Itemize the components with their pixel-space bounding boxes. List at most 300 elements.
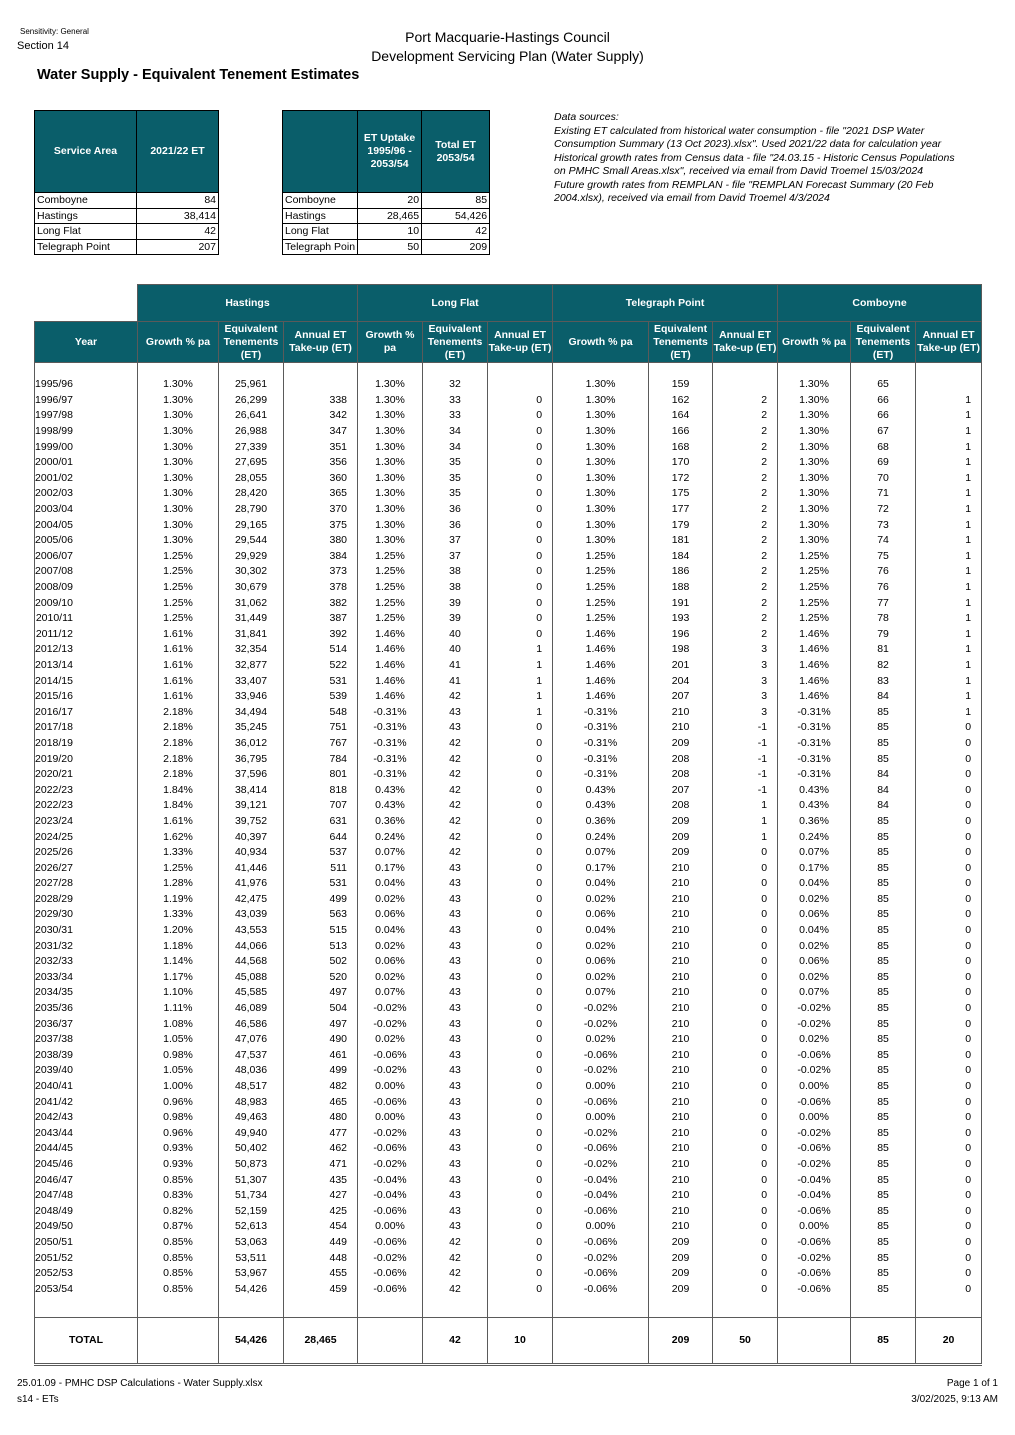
table-cell: 45,585 [219, 985, 284, 1001]
table-cell: 181 [649, 533, 713, 549]
table-cell: 1997/98 [35, 408, 138, 424]
table-row [35, 455, 982, 471]
table-cell: 375 [284, 517, 358, 533]
table-cell: 85 [851, 704, 916, 720]
table-cell: 1.30% [778, 502, 851, 518]
table-cell: 0.24% [778, 829, 851, 845]
table-cell: 1.30% [553, 486, 649, 502]
table-cell: 67 [851, 424, 916, 440]
page-title: Water Supply - Equivalent Tenement Estimates [37, 67, 360, 83]
table-cell: 2008/09 [35, 580, 138, 596]
table-cell: 85 [851, 1157, 916, 1173]
table-cell: 1.30% [138, 393, 219, 409]
table-cell: 1.30% [138, 486, 219, 502]
table-cell: 342 [284, 408, 358, 424]
table-cell: 186 [649, 564, 713, 580]
table-cell: 1.25% [138, 564, 219, 580]
table-cell: 0 [488, 798, 553, 814]
table-cell: 0 [713, 876, 778, 892]
table-cell: 1.30% [358, 393, 423, 409]
table-row [35, 704, 982, 720]
table-cell: 370 [284, 502, 358, 518]
table-row [35, 1188, 982, 1204]
table-cell: 1.14% [138, 954, 219, 970]
table-cell: 0.02% [358, 1032, 423, 1048]
table-cell: 0 [488, 1250, 553, 1266]
table-cell: 42 [423, 736, 488, 752]
col-header-takeup: Annual ET Take-up (ET) [713, 322, 778, 363]
table-cell: 767 [284, 736, 358, 752]
table-row [35, 1250, 982, 1266]
table-cell: 1.25% [553, 611, 649, 627]
table-cell: -0.02% [358, 1016, 423, 1032]
table-cell: 76 [851, 580, 916, 596]
table-cell: 35 [423, 486, 488, 502]
table-cell: 179 [649, 517, 713, 533]
table-row [35, 954, 982, 970]
table-row [35, 1266, 982, 1282]
table-cell: 0 [488, 860, 553, 876]
table-cell: 0 [916, 814, 982, 830]
table-cell: 0.98% [138, 1048, 219, 1064]
table-cell [916, 377, 982, 393]
table-cell: -0.04% [358, 1172, 423, 1188]
table-cell: 42 [422, 224, 490, 240]
table-cell: 384 [284, 549, 358, 565]
table-cell: 471 [284, 1157, 358, 1173]
table-cell: 1996/97 [35, 393, 138, 409]
table-cell: 42 [423, 751, 488, 767]
table-cell: 1 [488, 689, 553, 705]
table-cell: 43 [423, 1048, 488, 1064]
table-cell: -0.06% [778, 1141, 851, 1157]
table-cell: -0.06% [358, 1141, 423, 1157]
table-cell: 0.17% [358, 860, 423, 876]
table-cell: 41,976 [219, 876, 284, 892]
table-cell: 43 [423, 970, 488, 986]
table-cell: 210 [649, 1079, 713, 1095]
table-cell: 1.30% [138, 439, 219, 455]
table-cell: 0 [916, 907, 982, 923]
table-cell: 209 [649, 1318, 713, 1365]
table-cell: 1.30% [138, 377, 219, 393]
table-cell: -0.31% [358, 704, 423, 720]
table-cell: 462 [284, 1141, 358, 1157]
table-cell [851, 363, 916, 378]
table-cell: 2028/29 [35, 892, 138, 908]
table-cell: 2040/41 [35, 1079, 138, 1095]
table-cell: 0.02% [778, 892, 851, 908]
table-cell: 43 [423, 1016, 488, 1032]
table-cell: 0 [916, 720, 982, 736]
table-cell: 0.24% [358, 829, 423, 845]
table-cell: 0 [916, 1016, 982, 1032]
table-cell: 72 [851, 502, 916, 518]
table-cell: 0 [488, 751, 553, 767]
table-cell: 0 [916, 782, 982, 798]
table-cell: 204 [649, 673, 713, 689]
table-cell: 0 [916, 798, 982, 814]
table-cell [35, 1297, 138, 1318]
table-cell: 85 [851, 1001, 916, 1017]
table-cell: 380 [284, 533, 358, 549]
table-cell: -0.31% [358, 736, 423, 752]
table-cell: -0.02% [553, 1016, 649, 1032]
table-cell: -0.31% [778, 720, 851, 736]
table-cell: 51,307 [219, 1172, 284, 1188]
table-cell: 85 [851, 1318, 916, 1365]
table-cell: 0 [916, 736, 982, 752]
table-cell: 1.30% [358, 377, 423, 393]
table-cell: 1 [916, 517, 982, 533]
table-cell: 2026/27 [35, 860, 138, 876]
table-cell: 0 [488, 1141, 553, 1157]
table-cell: 0.06% [553, 954, 649, 970]
table-cell: 1 [916, 439, 982, 455]
table-cell: 0 [916, 938, 982, 954]
table-cell [284, 363, 358, 378]
table-cell: 0 [488, 517, 553, 533]
table-row [35, 439, 982, 455]
table-cell: 2.18% [138, 751, 219, 767]
table-cell: 513 [284, 938, 358, 954]
table-cell: 43 [423, 720, 488, 736]
table-cell: 210 [649, 923, 713, 939]
table-cell: 54,426 [219, 1318, 284, 1365]
table-cell: 209 [649, 1250, 713, 1266]
table-cell [488, 1297, 553, 1318]
table-cell: 0 [488, 1203, 553, 1219]
table-cell: 1.46% [358, 673, 423, 689]
table-cell: Telegraph Point [35, 239, 137, 255]
table-cell: -0.31% [778, 751, 851, 767]
table-cell: 191 [649, 595, 713, 611]
table-cell: 47,076 [219, 1032, 284, 1048]
table-cell: 1.30% [553, 377, 649, 393]
table-cell: Hastings [283, 208, 358, 224]
table-cell: 0 [488, 845, 553, 861]
table-row [35, 1079, 982, 1095]
table-row [35, 1235, 982, 1251]
table-cell: 1.25% [553, 595, 649, 611]
table-cell: -0.02% [553, 1063, 649, 1079]
table-cell: 85 [851, 1250, 916, 1266]
table-cell: 43 [423, 1063, 488, 1079]
table-cell: 0 [488, 1001, 553, 1017]
table-cell: 1.30% [778, 517, 851, 533]
table-cell: 0.02% [553, 892, 649, 908]
table-cell: 1.61% [138, 642, 219, 658]
table-cell: 85 [851, 1266, 916, 1282]
table-cell: 1.00% [138, 1079, 219, 1095]
table-cell: 41,446 [219, 860, 284, 876]
table-cell: 43 [423, 954, 488, 970]
table-cell: 177 [649, 502, 713, 518]
table-cell: 0.04% [358, 923, 423, 939]
table-cell: 48,036 [219, 1063, 284, 1079]
table-cell: 78 [851, 611, 916, 627]
table-cell: 0.17% [778, 860, 851, 876]
table-cell: -0.02% [553, 1001, 649, 1017]
table-cell [138, 1297, 219, 1318]
table-cell: 1 [488, 658, 553, 674]
table-cell: 10 [488, 1318, 553, 1365]
table-cell: 210 [649, 876, 713, 892]
table-cell: 0 [916, 970, 982, 986]
table-cell: 449 [284, 1235, 358, 1251]
table-cell: -0.06% [358, 1281, 423, 1297]
table-cell: 0.00% [358, 1079, 423, 1095]
table-cell: 0 [713, 1250, 778, 1266]
col-header-et: Equivalent Tenements (ET) [423, 322, 488, 363]
table-cell: 0 [713, 1016, 778, 1032]
table-cell: -0.31% [553, 704, 649, 720]
table-cell: 0.00% [553, 1079, 649, 1095]
table-cell [488, 363, 553, 378]
table-cell: 0 [713, 845, 778, 861]
table-cell: 32,354 [219, 642, 284, 658]
col-header-takeup: Annual ET Take-up (ET) [284, 322, 358, 363]
table-cell: 1.25% [358, 549, 423, 565]
table-cell: 3 [713, 689, 778, 705]
table-cell: -0.02% [358, 1126, 423, 1142]
table-cell: 159 [649, 377, 713, 393]
table-cell: 1 [713, 829, 778, 845]
table-cell: -0.02% [358, 1250, 423, 1266]
table-row [35, 611, 982, 627]
table-cell: 210 [649, 1126, 713, 1142]
table-cell: 0 [488, 627, 553, 643]
table-cell: 0 [916, 1094, 982, 1110]
table-cell: 2012/13 [35, 642, 138, 658]
table-cell: 33,407 [219, 673, 284, 689]
col-header-et: Equivalent Tenements (ET) [649, 322, 713, 363]
table-cell: 0 [916, 1141, 982, 1157]
table-cell [358, 1297, 423, 1318]
table-cell: 0.07% [778, 985, 851, 1001]
table-cell: 0 [488, 954, 553, 970]
data-sources-line: Data sources: [554, 111, 619, 123]
table-cell: 2037/38 [35, 1032, 138, 1048]
table-cell: 0 [488, 907, 553, 923]
table-cell: 2046/47 [35, 1172, 138, 1188]
table-cell: 1.46% [358, 642, 423, 658]
table-cell: 563 [284, 907, 358, 923]
table-cell: 210 [649, 1172, 713, 1188]
table-cell: 0 [488, 876, 553, 892]
table-cell: 2 [713, 564, 778, 580]
table-cell: 50 [713, 1318, 778, 1365]
table-cell: Hastings [35, 208, 137, 224]
table-cell: 1.25% [553, 580, 649, 596]
table-cell: 85 [851, 1219, 916, 1235]
table-cell: 193 [649, 611, 713, 627]
table-cell: 0 [488, 1110, 553, 1126]
table-cell: 43,039 [219, 907, 284, 923]
table-cell: 0 [713, 1203, 778, 1219]
table-cell: 1 [916, 627, 982, 643]
table-cell [358, 1318, 423, 1365]
table-cell: 378 [284, 580, 358, 596]
table-cell: 425 [284, 1203, 358, 1219]
table-cell: 1.25% [553, 549, 649, 565]
table-cell: 1.33% [138, 845, 219, 861]
table-cell: 42 [423, 814, 488, 830]
table-cell: 27,695 [219, 455, 284, 471]
table-cell: 209 [649, 1266, 713, 1282]
table-cell: -0.31% [778, 767, 851, 783]
table-cell: 0 [916, 1203, 982, 1219]
table-row [35, 1157, 982, 1173]
summary-table-et-uptake [282, 110, 490, 255]
table-cell: 31,841 [219, 627, 284, 643]
table-cell: 0 [916, 829, 982, 845]
table-cell: 1 [713, 798, 778, 814]
table-row [35, 1172, 982, 1188]
table-cell [778, 363, 851, 378]
table-cell: 2 [713, 408, 778, 424]
table-cell: -0.06% [553, 1266, 649, 1282]
table-cell: 1.30% [778, 393, 851, 409]
table-cell: 0.85% [138, 1250, 219, 1266]
table-cell [488, 377, 553, 393]
table-cell: 33,946 [219, 689, 284, 705]
table-cell: 43 [423, 1141, 488, 1157]
table-cell: 35 [423, 471, 488, 487]
table-cell: 1.30% [138, 502, 219, 518]
table-cell: 0.07% [778, 845, 851, 861]
table-cell: 28,055 [219, 471, 284, 487]
table-cell: 2 [713, 533, 778, 549]
table-cell: 42 [423, 1250, 488, 1266]
table-row [35, 658, 982, 674]
table-cell: 85 [851, 1110, 916, 1126]
table-cell: 2035/36 [35, 1001, 138, 1017]
table-cell: 537 [284, 845, 358, 861]
table-cell: 85 [851, 876, 916, 892]
spacer-row [35, 363, 982, 378]
table-cell: 2048/49 [35, 1203, 138, 1219]
table-cell: 54,426 [219, 1281, 284, 1297]
table-cell: 77 [851, 595, 916, 611]
table-row [35, 751, 982, 767]
table-cell: 0 [916, 1126, 982, 1142]
table-cell: 392 [284, 627, 358, 643]
table-cell: 42 [423, 1318, 488, 1365]
table-cell: 0.07% [358, 845, 423, 861]
table-cell: 1.30% [358, 502, 423, 518]
table-cell: 1.30% [358, 471, 423, 487]
table-cell: 1.30% [553, 455, 649, 471]
table-cell: 448 [284, 1250, 358, 1266]
table-cell: -0.06% [778, 1266, 851, 1282]
table-cell: 2027/28 [35, 876, 138, 892]
table-cell: 1.61% [138, 689, 219, 705]
table-cell: 1 [916, 455, 982, 471]
table-cell: 1 [488, 642, 553, 658]
table-cell [35, 363, 138, 378]
summary-row [35, 208, 219, 224]
table-cell: 2.18% [138, 767, 219, 783]
col-header-year: Year [35, 322, 138, 363]
table-cell: 0.00% [553, 1219, 649, 1235]
table-cell: 210 [649, 938, 713, 954]
table-cell: 0.04% [358, 876, 423, 892]
table-row [35, 907, 982, 923]
table-cell: 365 [284, 486, 358, 502]
table-cell: 209 [649, 845, 713, 861]
table-row [35, 1281, 982, 1297]
table-cell: 2045/46 [35, 1157, 138, 1173]
table-cell: -0.02% [358, 1157, 423, 1173]
footer-sheet-name: s14 - ETs [17, 1394, 59, 1405]
table-cell: 42 [423, 1235, 488, 1251]
table-cell: 504 [284, 1001, 358, 1017]
table-cell: 0 [488, 439, 553, 455]
table-cell: 522 [284, 658, 358, 674]
table-cell: 0 [488, 985, 553, 1001]
col-header-growth: Growth % pa [358, 322, 423, 363]
table-cell: 1.46% [778, 627, 851, 643]
table-cell: 2 [713, 549, 778, 565]
section-label: Section 14 [17, 40, 69, 52]
table-cell: 85 [851, 1094, 916, 1110]
table-cell: 427 [284, 1188, 358, 1204]
table-cell: 2051/52 [35, 1250, 138, 1266]
table-cell: 168 [649, 439, 713, 455]
table-cell: 36 [423, 517, 488, 533]
table-cell: 2025/26 [35, 845, 138, 861]
table-cell [358, 363, 423, 378]
table-cell: 66 [851, 393, 916, 409]
table-cell: 2 [713, 595, 778, 611]
table-cell: 2016/17 [35, 704, 138, 720]
table-cell: 0 [713, 1172, 778, 1188]
table-cell: 0 [488, 720, 553, 736]
table-cell: 46,586 [219, 1016, 284, 1032]
table-row [35, 564, 982, 580]
table-cell: 85 [851, 829, 916, 845]
table-cell: -0.06% [778, 1094, 851, 1110]
table-cell: 0 [916, 1219, 982, 1235]
table-cell: 209 [649, 736, 713, 752]
table-cell: 0 [916, 1063, 982, 1079]
table-cell: 45,088 [219, 970, 284, 986]
table-cell: 0 [488, 736, 553, 752]
table-cell: 42 [423, 689, 488, 705]
table-cell: 0 [713, 1110, 778, 1126]
table-cell: 1.18% [138, 938, 219, 954]
table-cell: 43 [423, 1188, 488, 1204]
table-cell: 1.20% [138, 923, 219, 939]
table-cell: 164 [649, 408, 713, 424]
table-cell: 0 [916, 767, 982, 783]
table-cell: 162 [649, 393, 713, 409]
table-cell: 1 [713, 814, 778, 830]
table-cell: 0 [488, 767, 553, 783]
table-cell: 0.24% [553, 829, 649, 845]
footer-timestamp: 3/02/2025, 9:13 AM [911, 1394, 998, 1405]
table-cell: 2033/34 [35, 970, 138, 986]
table-cell: 49,463 [219, 1110, 284, 1126]
table-cell: 0 [916, 923, 982, 939]
table-cell: 1999/00 [35, 439, 138, 455]
table-cell: 188 [649, 580, 713, 596]
table-cell: 0 [713, 1094, 778, 1110]
table-cell [553, 1318, 649, 1365]
table-cell: 0 [488, 923, 553, 939]
table-cell: 2050/51 [35, 1235, 138, 1251]
